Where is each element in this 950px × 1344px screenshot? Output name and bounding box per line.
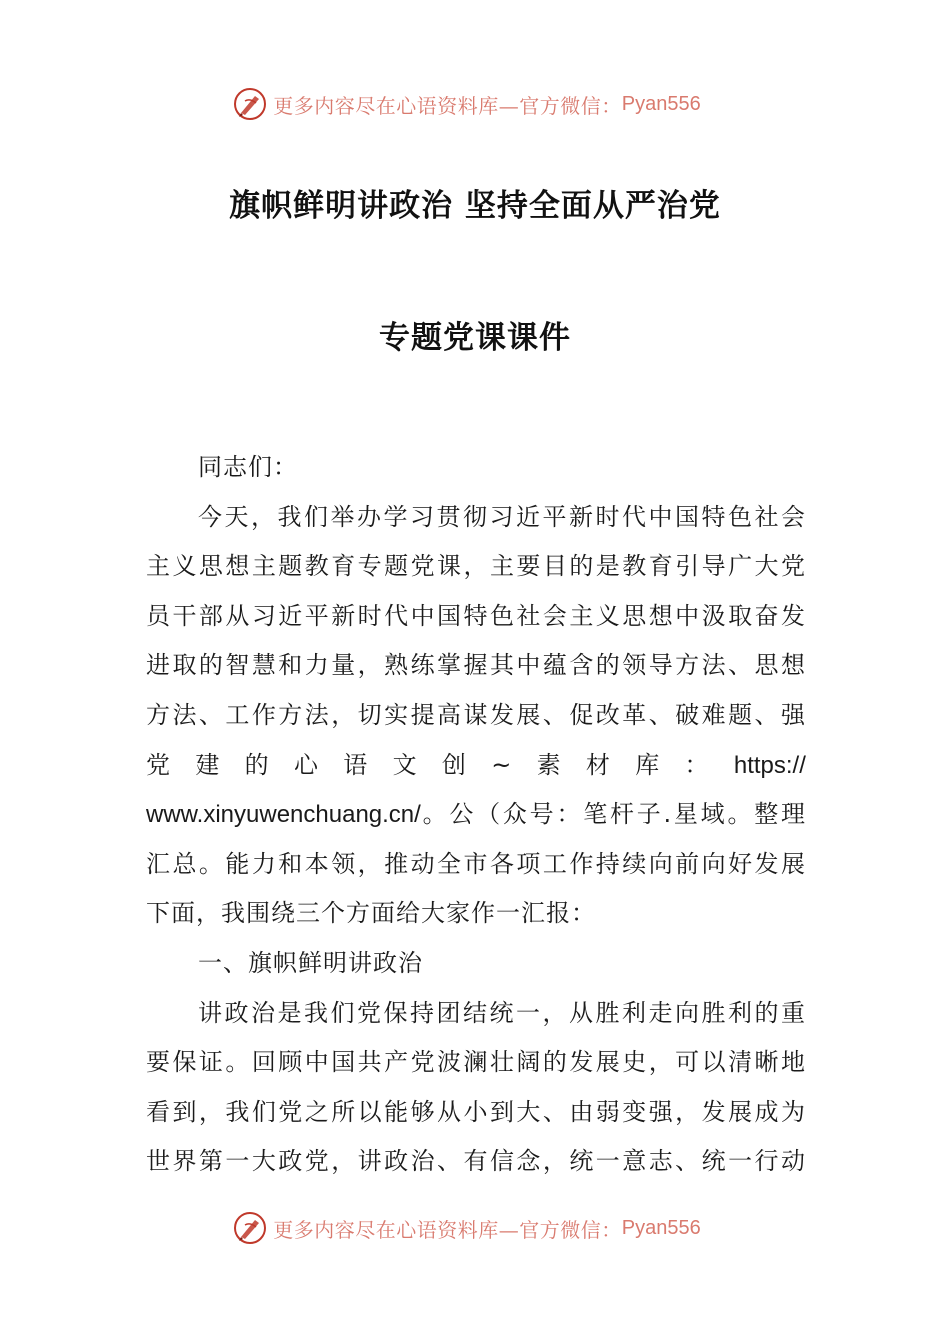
document-title-line-2: 专题党课课件	[379, 320, 571, 356]
watermark-banner-top	[0, 84, 950, 124]
source-url-link[interactable]: www.xinyuwenchuang.cn/	[146, 801, 421, 829]
paragraph-1-line-6	[146, 741, 806, 791]
document-title-line-1: 旗帜鲜明讲政治 坚持全面从严治党	[229, 188, 721, 224]
section-heading-1: 一、旗帜鲜明讲政治	[198, 948, 423, 977]
watermark-text: 更多内容尽在心语资料库—官方微信：	[273, 93, 622, 118]
paragraph-1-line-2: 主义思想主题教育专题党课，主要目的是教育引导广大党	[146, 552, 806, 581]
paragraph-2-line-3: 看到，我们党之所以能够从小到大、由弱变强，发展成为	[146, 1097, 806, 1126]
pen-logo-icon	[233, 87, 267, 121]
watermark-banner-bottom	[0, 1208, 950, 1248]
spread-word: 心	[293, 750, 319, 779]
paragraph-1-line-7	[146, 790, 806, 840]
greeting-line: 同志们：	[198, 453, 298, 481]
paragraph-1-line-5: 方法、工作方法，切实提高谋发展、促改革、破难题、强	[146, 700, 806, 729]
spread-word: 建	[195, 750, 221, 779]
spread-word: https://	[733, 751, 806, 779]
paragraph-1-line-4: 进取的智慧和力量，熟练掌握其中蕴含的领导方法、思想	[146, 651, 806, 680]
spread-word: ：	[684, 750, 710, 779]
paragraph-1-line-3: 员干部从习近平新时代中国特色社会主义思想中汲取奋发	[146, 601, 806, 630]
spread-word: ~	[491, 750, 513, 779]
watermark-banner-inner	[233, 1211, 700, 1245]
paragraph-2-line-2: 要保证。回顾中国共产党波澜壮阔的发展史，可以清晰地	[146, 1048, 806, 1077]
paragraph-1-line-7-rest: 。公（众号：笔杆子.星域。整理	[420, 800, 806, 829]
watermark-banner-inner	[233, 87, 700, 121]
paragraph-2-line-4: 世界第一大政党，讲政治、有信念，统一意志、统一行动	[146, 1147, 806, 1176]
paragraph-1-line-1: 今天，我们举办学习贯彻习近平新时代中国特色社会	[198, 502, 806, 531]
paragraph-1-line-8: 汇总。能力和本领，推动全市各项工作持续向前向好发展	[146, 849, 806, 878]
watermark-wechat-id: Pyan556	[621, 1216, 701, 1239]
spread-word: 创	[441, 750, 467, 779]
watermark-text: 更多内容尽在心语资料库—官方微信：	[273, 1217, 622, 1242]
spread-word: 的	[244, 750, 270, 779]
pen-logo-icon	[233, 1211, 267, 1245]
spread-word: 党	[146, 750, 171, 779]
spread-word: 文	[392, 750, 418, 779]
spread-word: 素	[536, 750, 562, 779]
spread-word: 库	[635, 750, 661, 779]
paragraph-1-line-9: 下面，我围绕三个方面给大家作一汇报：	[146, 899, 596, 928]
spread-word: 语	[343, 750, 369, 779]
paragraph-2-line-1: 讲政治是我们党保持团结统一，从胜利走向胜利的重	[198, 998, 806, 1027]
spread-word: 材	[585, 750, 611, 779]
document-body	[146, 443, 806, 1187]
watermark-wechat-id: Pyan556	[621, 92, 701, 115]
